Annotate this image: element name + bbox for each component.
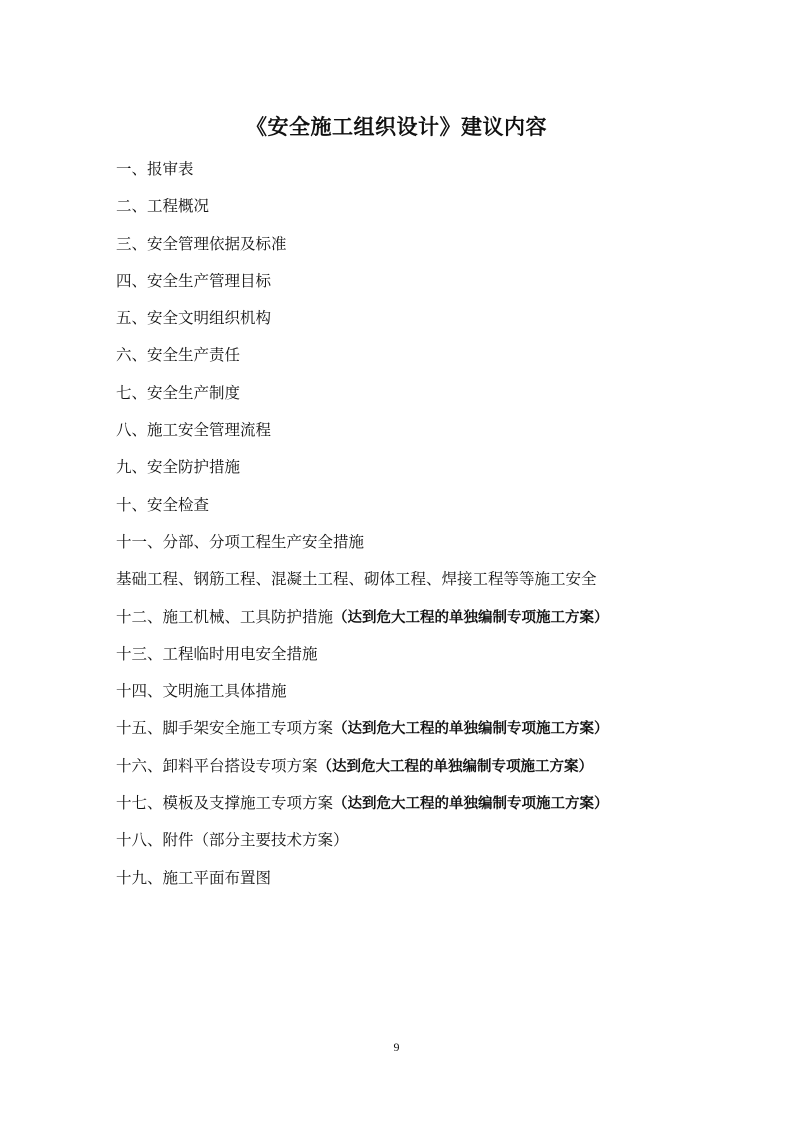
item-text: 十一、分部、分项工程生产安全措施 [116,532,365,551]
item-note: （达到危大工程的单独编制专项施工方案） [333,795,609,813]
list-item [116,825,756,862]
item-text: 六、安全生产责任 [116,346,241,365]
item-text: 基础工程、钢筋工程、混凝土工程、砌体工程、焊接工程等等施工安全 [116,570,597,589]
item-text: 九、安全防护措施 [116,458,241,477]
item-note: （达到危大工程的单独编制专项施工方案） [333,720,609,738]
item-text: 五、安全文明组织机构 [116,309,272,328]
list-item [116,229,756,266]
list-item [116,788,756,825]
item-text: 十五、脚手架安全施工专项方案 [116,719,334,738]
item-text: 八、施工安全管理流程 [116,421,272,440]
item-text: 十四、文明施工具体措施 [116,682,287,701]
list-item [116,266,756,303]
list-item [116,602,756,639]
list-item [116,490,756,527]
item-text: 三、安全管理依据及标准 [116,234,287,253]
list-item [116,713,756,750]
list-item [116,863,756,900]
item-text: 十、安全检查 [116,495,210,514]
item-text: 十九、施工平面布置图 [116,868,272,887]
item-text: 二、工程概况 [116,197,210,216]
item-text: 七、安全生产制度 [116,383,241,402]
list-item [116,639,756,676]
contents-list [116,154,756,900]
item-note: （达到危大工程的单独编制专项施工方案） [333,608,609,626]
list-item [116,676,756,713]
list-item [116,154,756,191]
list-item [116,378,756,415]
list-item [116,415,756,452]
list-item [116,452,756,489]
item-text: 十二、施工机械、工具防护措施 [116,607,334,626]
list-item [116,527,756,564]
item-text: 十七、模板及支撑施工专项方案 [116,794,334,813]
page-number: 9 [393,1040,400,1054]
item-note: （达到危大工程的单独编制专项施工方案） [317,757,594,775]
list-item [116,340,756,377]
list-item [116,303,756,340]
item-text: 十六、卸料平台搭设专项方案 [116,756,318,775]
list-item [116,191,756,228]
item-text: 一、报审表 [116,160,194,178]
page-title: 《安全施工组织设计》建议内容 [246,114,547,139]
item-text: 十三、工程临时用电安全措施 [116,644,318,663]
item-text: 十八、附件（部分主要技术方案） [116,831,349,850]
item-text: 四、安全生产管理目标 [116,271,272,290]
list-item [116,564,756,601]
list-item [116,751,756,788]
